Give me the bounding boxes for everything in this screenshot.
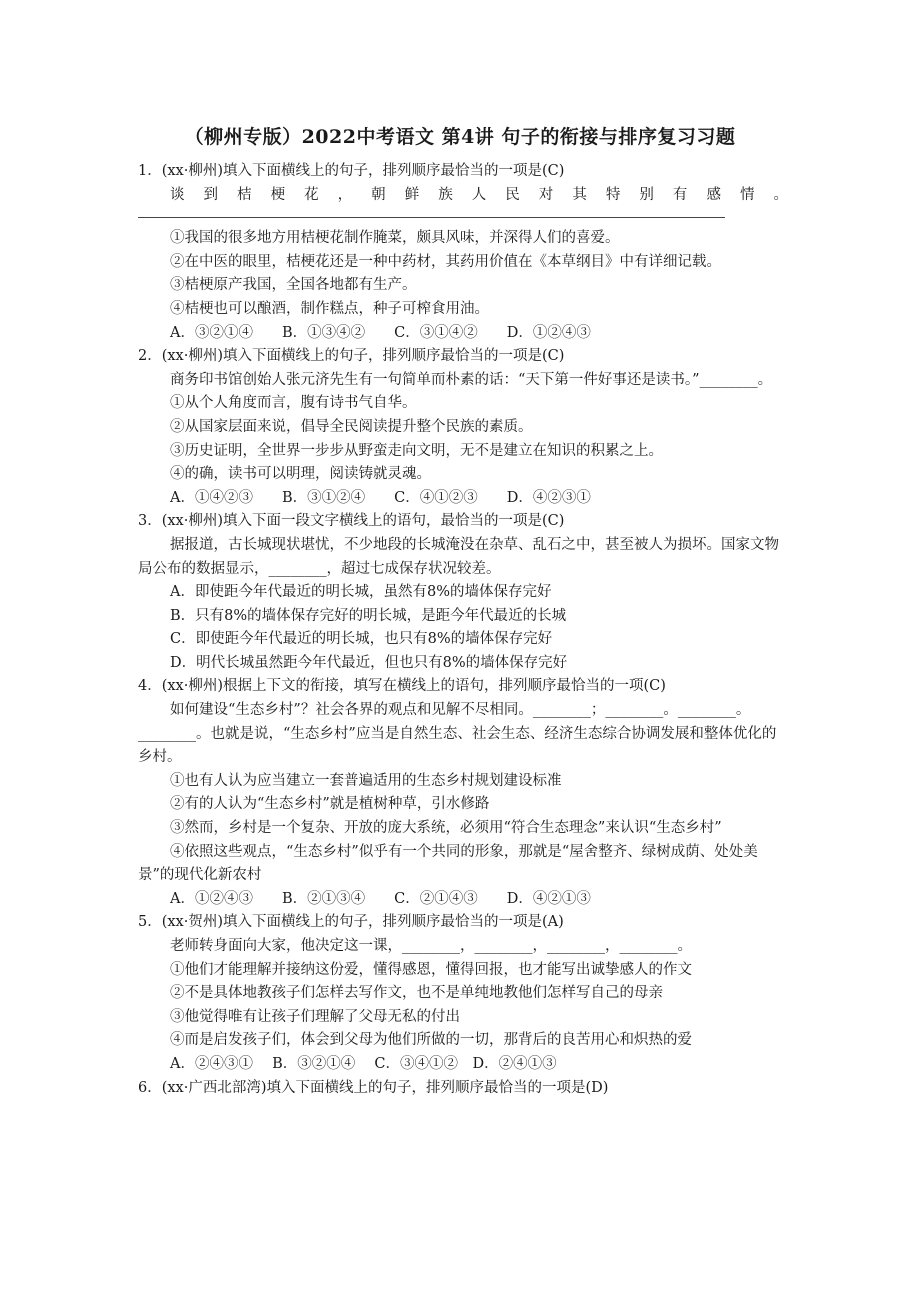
question-4-stem: 4．(xx·柳州)根据上下文的衔接，填写在横线上的语句，排列顺序最恰当的一项(C) xyxy=(138,678,666,695)
question-3-option-b: B．只有8%的墙体保存完好的明长城，是距今年代最近的长城 xyxy=(170,607,567,624)
question-1-options: A．③②①④ B．①③④② C．③①④② D．①②④③ xyxy=(170,324,591,341)
question-4-context: 如何建设“生态乡村”？社会各界的观点和见解不尽相同。________；________。________。________。也就是说，“生态乡村”应当是自然生态、社会生态、经济生态综合协调发展和整体优化的乡村。 xyxy=(138,702,777,766)
question-3-stem: 3．(xx·柳州)填入下面一段文字横线上的语句，最恰当的一项是(C) xyxy=(138,513,565,530)
question-3-option-a: A．即使距今年代最近的明长城，虽然有8%的墙体保存完好 xyxy=(170,584,552,601)
question-5-options: A．②④③① B．③②①④ C．③④①② D．②④①③ xyxy=(170,1055,557,1072)
question-5-sentence-1: ①他们才能理解并接纳这份爱，懂得感恩，懂得回报，也才能写出诚挚感人的作文 xyxy=(170,961,692,978)
answer-blank-line xyxy=(138,207,788,227)
question-5-context: 老师转身面向大家，他决定这一课，________，________，________，________。 xyxy=(170,938,692,954)
question-2-sentence-3: ③历史证明，全世界一步步从野蛮走向文明，无不是建立在知识的积累之上。 xyxy=(170,442,663,459)
question-1-context: 谈到桔梗花，朝鲜族人民对其特别有感情。 xyxy=(170,186,788,203)
question-2-stem: 2．(xx·柳州)填入下面横线上的句子，排列顺序最恰当的一项是(C) xyxy=(138,348,565,365)
question-2-options: A．①④②③ B．③①②④ C．④①②③ D．④②③① xyxy=(170,489,591,506)
question-4-sentence-2: ②有的人认为“生态乡村”就是植树种草，引水修路 xyxy=(170,796,490,813)
question-1-sentence-1: ①我国的很多地方用桔梗花制作腌菜，颇具风味，并深得人们的喜爱。 xyxy=(170,230,620,247)
question-2-sentence-2: ②从国家层面来说，倡导全民阅读提升整个民族的素质。 xyxy=(170,418,533,435)
question-4-sentence-4: ④依照这些观点，“生态乡村”似乎有一个共同的形象，那就是“屋舍整齐、绿树成荫、处处美景”的现代化新农村 xyxy=(138,843,758,884)
question-1-sentence-2: ②在中医的眼里，桔梗花还是一种中药材，其药用价值在《本草纲目》中有详细记载。 xyxy=(170,253,721,270)
question-2-context: 商务印书馆创始人张元济先生有一句简单而朴素的话：“天下第一件好事还是读书。”________。 xyxy=(170,371,773,388)
question-4-sentence-3: ③然而，乡村是一个复杂、开放的庞大系统，必须用“符合生态理念”来认识“生态乡村” xyxy=(170,820,722,837)
question-2-sentence-1: ①从个人角度而言，腹有诗书气自华。 xyxy=(170,395,417,412)
question-1-sentence-3: ③桔梗原产我国，全国各地都有生产。 xyxy=(170,277,417,294)
question-2-sentence-4: ④的确，读书可以明理，阅读铸就灵魂。 xyxy=(170,466,431,483)
question-5-stem: 5．(xx·贺州)填入下面横线上的句子，排列顺序最恰当的一项是(A) xyxy=(138,914,564,931)
question-5-sentence-2: ②不是具体地教孩子们怎样去写作文，也不是单纯地教他们怎样写自己的母亲 xyxy=(170,985,663,1002)
question-4-sentence-1: ①也有人认为应当建立一套普遍适用的生态乡村规划建设标准 xyxy=(170,772,562,789)
question-1-sentence-4: ④桔梗也可以酿酒，制作糕点，种子可榨食用油。 xyxy=(170,300,489,317)
question-5-sentence-4: ④而是启发孩子们，体会到父母为他们所做的一切，那背后的良苦用心和炽热的爱 xyxy=(170,1032,692,1049)
question-5-sentence-3: ③他觉得唯有让孩子们理解了父母无私的付出 xyxy=(170,1008,460,1025)
question-3-context: 据报道，古长城现状堪忧，不少地段的长城淹没在杂草、乱石之中，甚至被人为损坏。国家文物局公布的数据显示，________，超过七成保存状况较差。 xyxy=(138,536,779,577)
question-6-stem: 6．(xx·广西北部湾)填入下面横线上的句子，排列顺序最恰当的一项是(D) xyxy=(138,1079,609,1096)
question-3-option-d: D．明代长城虽然距今年代最近，但也只有8%的墙体保存完好 xyxy=(170,654,568,671)
question-list xyxy=(138,160,788,1100)
page-title: （柳州专版）2022中考语文 第4讲 句子的衔接与排序复习习题 xyxy=(184,126,736,148)
question-3-option-c: C．即使距今年代最近的明长城，也只有8%的墙体保存完好 xyxy=(170,631,553,648)
question-4-options: A．①②④③ B．②①③④ C．②①④③ D．④②①③ xyxy=(170,890,591,907)
question-1-stem: 1．(xx·柳州)填入下面横线上的句子，排列顺序最恰当的一项是(C) xyxy=(138,163,565,179)
